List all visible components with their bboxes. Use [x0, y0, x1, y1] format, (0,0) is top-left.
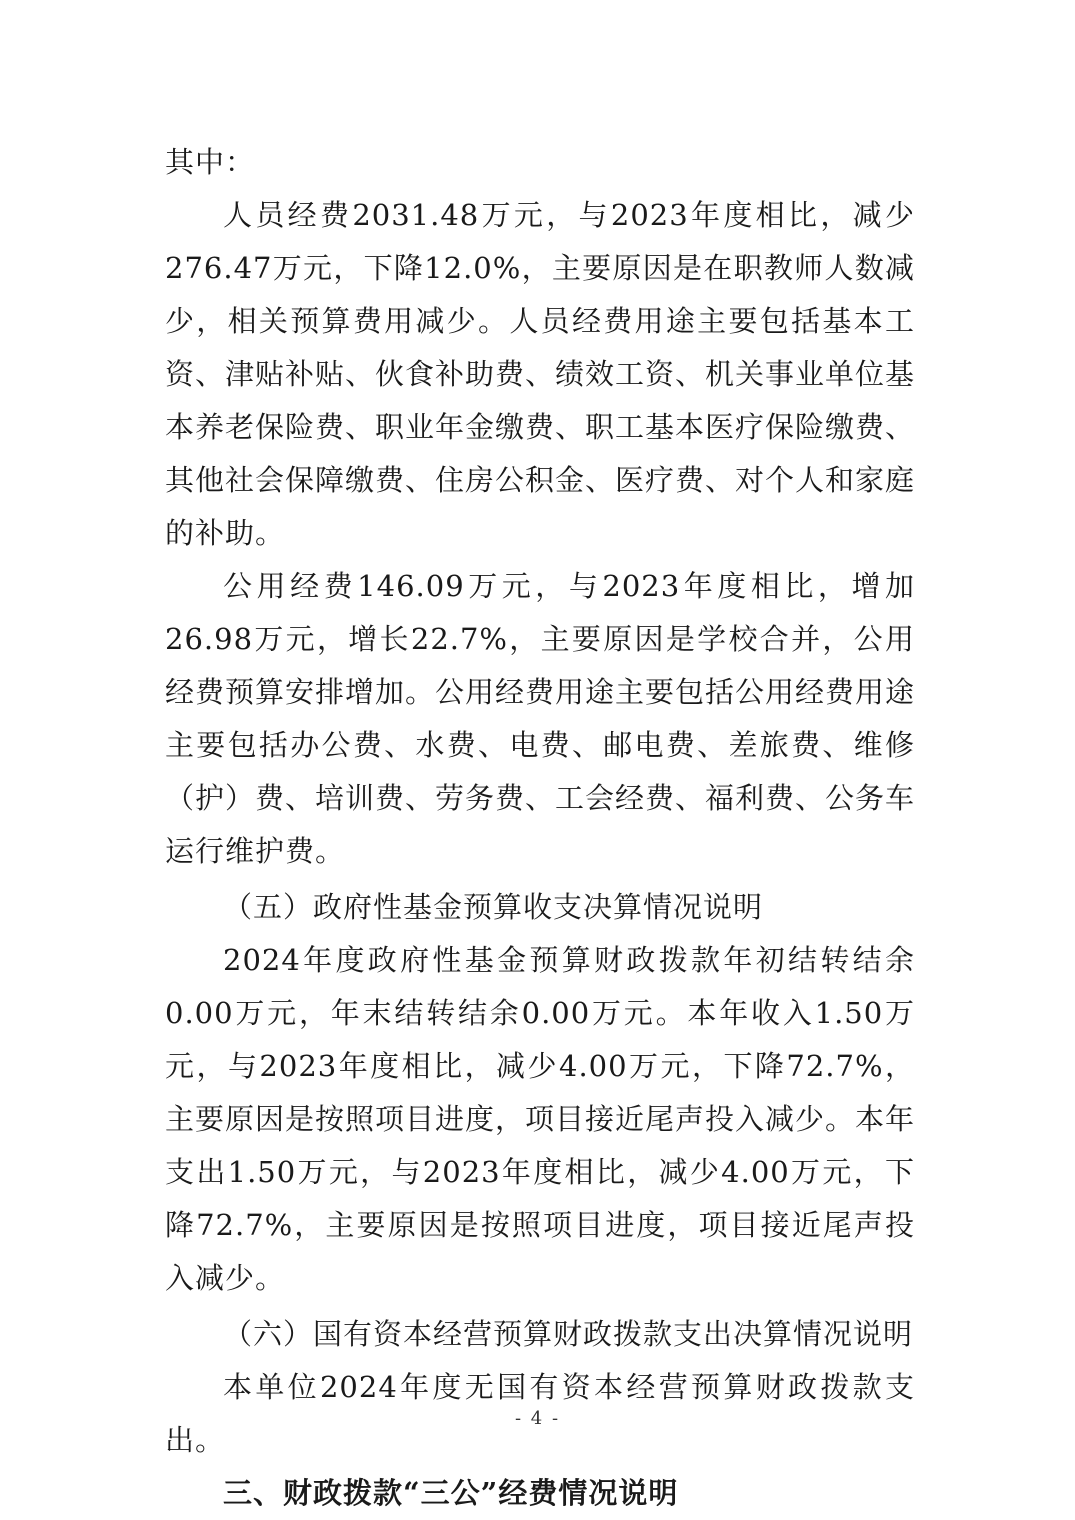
section-heading-government-fund: （五）政府性基金预算收支决算情况说明: [223, 890, 764, 924]
section-heading-three-public: 三、财政拨款“三公”经费情况说明: [223, 1476, 679, 1510]
document-body: [165, 136, 915, 1520]
paragraph-public-expenses: 公用经费146.09万元，与2023年度相比，增加26.98万元，增长22.7%，主要原因是学校合并，公用经费预算安排增加。公用经费用途主要包括公用经费用途主要包括办公费、水费、电费、邮电费、差旅费、维修（护）费、培训费、劳务费、工会经费、福利费、公务车运行维护费。: [165, 569, 916, 868]
paragraph-intro: 其中：: [165, 145, 256, 179]
paragraph-government-fund: 2024年度政府性基金预算财政拨款年初结转结余0.00万元，年末结转结余0.00万元。本年收入1.50万元，与2023年度相比，减少4.00万元，下降72.7%，主要原因是按照项目进度，项目接近尾声投入减少。本年支出1.50万元，与2023年度相比，减少4.00万元，下降72.7%，主要原因是按照项目进度，项目接近尾声投入减少。: [165, 943, 916, 1295]
paragraph-state-capital: 本单位2024年度无国有资本经营预算财政拨款支出。: [165, 1370, 915, 1457]
paragraph-personnel-expenses: 人员经费2031.48万元，与2023年度相比，减少276.47万元，下降12.0%，主要原因是在职教师人数减少，相关预算费用减少。人员经费用途主要包括基本工资、津贴补贴、伙食补助费、绩效工资、机关事业单位基本养老保险费、职业年金缴费、职工基本医疗保险缴费、其他社会保障缴费、住房公积金、医疗费、对个人和家庭的补助。: [165, 198, 916, 550]
page-number: - 4 -: [514, 1408, 561, 1429]
section-heading-state-capital: （六）国有资本经营预算财政拨款支出决算情况说明: [223, 1317, 914, 1351]
